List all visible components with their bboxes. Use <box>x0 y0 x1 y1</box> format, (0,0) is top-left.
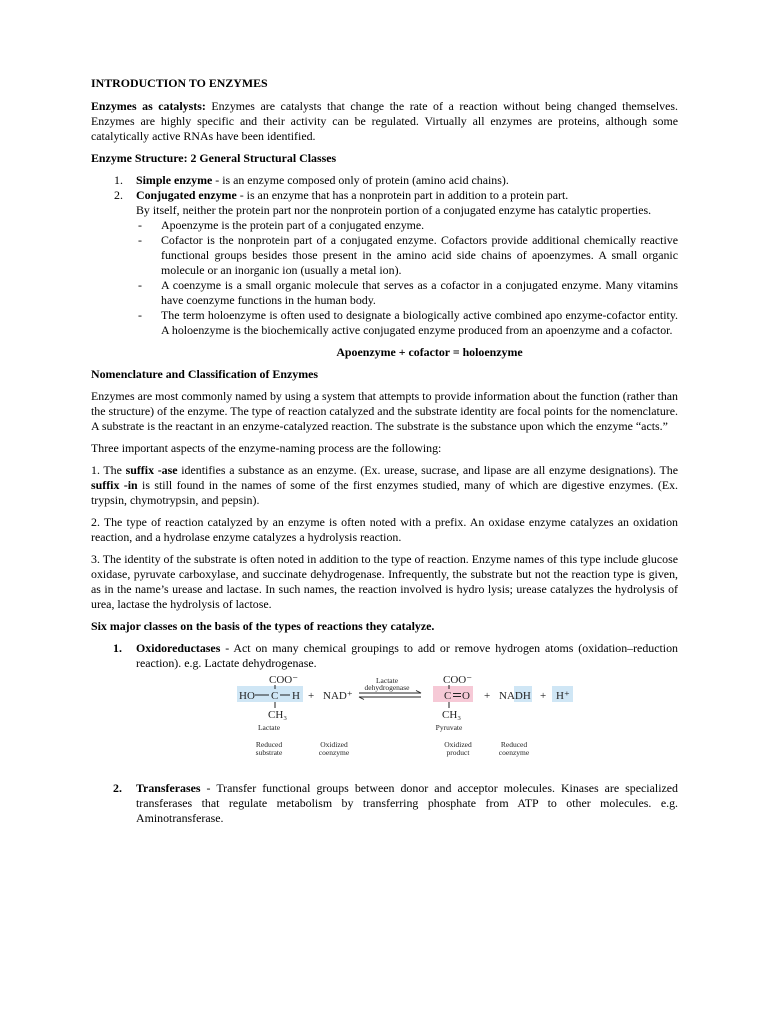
dash-marker: - <box>138 278 142 292</box>
dash-item-coenzyme <box>91 278 678 308</box>
dash-text: The term holoenzyme is often used to designate a biologically active combined apo enzyme-cofactor entity. A holoenzyme is the biochemically active conjugated enzyme produced from an apoenzyme and a cofactor. <box>161 308 678 337</box>
coo-right: COO⁻ <box>443 675 473 686</box>
list-item-simple-enzyme <box>91 173 678 188</box>
ch3-right: CH₃ <box>442 709 462 721</box>
lactate-dehydrogenase-reaction <box>91 675 678 775</box>
structure-list <box>91 173 678 338</box>
dash-item-cofactor <box>91 233 678 278</box>
dash-text: Cofactor is the nonprotein part of a conjugated enzyme. Cofactors provide additional chemically reactive functional groups besides those present in the amino acid side chains of apoenzymes. A small organic molecule or an inorganic ion (usually a metal ion). <box>161 233 678 277</box>
plus-sign: + <box>308 690 315 702</box>
carbon-left: C <box>271 690 279 702</box>
forward-arrowhead <box>416 691 421 694</box>
term-conjugated-enzyme: Conjugated enzyme <box>136 188 237 202</box>
reverse-arrowhead <box>359 697 364 700</box>
label-reduced-coenzyme: Reduced <box>500 740 528 749</box>
definition-text: - Act on many chemical groupings to add or remove hydrogen atoms (oxidation–reduction reaction). e.g. Lactate dehydrogenase. <box>136 641 678 670</box>
nad-plus: NAD⁺ <box>323 690 353 702</box>
suffix-in: suffix -in <box>91 478 138 492</box>
term-simple-enzyme: Simple enzyme <box>136 173 213 187</box>
label-pyruvate: Pyruvate <box>435 723 463 732</box>
aspect-suffix <box>91 463 678 508</box>
aspect-prefix: 2. The type of reaction catalyzed by an enzyme is often noted with a prefix. An oxidase enzyme catalyzes an oxidation reaction, and a hydrolase enzyme catalyzes a hydrolysis reaction. <box>91 515 678 544</box>
enzyme-label-line2: dehydrogenase <box>364 683 410 692</box>
aspect-text: identifies a substance as an enzyme. (Ex. urease, sucrase, and lipase are all enzyme designations). The <box>177 463 679 477</box>
list-number: 2. <box>113 781 122 795</box>
aspect-text: is still found in the names of some of the first enzymes studied, many of which are digestive enzymes. (Ex. trypsin, chymotrypsin, and pepsin). <box>91 478 678 507</box>
ch3-left: CH₃ <box>268 709 288 721</box>
class-item-oxidoreductases <box>91 641 678 671</box>
aspect-text: 1. The <box>91 463 126 477</box>
definition-text: - Transfer functional groups between donor and acceptor molecules. Kinases are specialized transferases that regulate metabolism by transferring phosphate from ATP to other molecules. e.g. Aminotransferase. <box>136 781 678 825</box>
coo-left: COO⁻ <box>269 675 299 686</box>
list-number: 1. <box>114 173 123 187</box>
oxygen-right: O <box>462 690 470 702</box>
term-transferases: Transferases <box>136 781 201 795</box>
dash-text: A coenzyme is a small organic molecule that serves as a cofactor in a conjugated enzyme. Many vitamins have coenzyme functions in the human body. <box>161 278 678 307</box>
proton: H⁺ <box>556 690 570 702</box>
reaction-diagram <box>91 675 678 775</box>
intro-text: Enzymes are catalysts that change the rate of a reaction without being changed themselves. Enzymes are highly specific and their activity can be regulated. Virtually all enzymes are proteins, although some catalytically active RNAs have been identified. <box>91 99 678 143</box>
class-item-transferases <box>91 781 678 826</box>
plus-sign: + <box>484 690 491 702</box>
list-item-conjugated-enzyme <box>91 188 678 203</box>
label-lactate: Lactate <box>257 723 281 732</box>
hydrogen-left: H <box>292 690 300 702</box>
intro-paragraph <box>91 99 678 144</box>
definition-text: - is an enzyme that has a nonprotein part in addition to a protein part. <box>236 188 569 202</box>
dash-text: Apoenzyme is the protein part of a conjugated enzyme. <box>161 218 425 232</box>
dash-item-holoenzyme <box>91 308 678 338</box>
dash-marker: - <box>138 218 142 232</box>
classes-heading: Six major classes on the basis of the types of reactions they catalyze. <box>91 619 435 633</box>
label-oxidized-product: Oxidized <box>444 740 472 749</box>
page-title: INTRODUCTION TO ENZYMES <box>91 76 268 90</box>
list-number: 1. <box>113 641 122 655</box>
aspect-substrate: 3. The identity of the substrate is often noted in addition to the type of reaction. Enzyme names of this type include glucose oxidase, pyruvate carboxylase, and succinate dehydrogenase. Infrequently, the substrate but not the reaction type is given, as in the name’s urease and lactase. In such names, the reaction involved is hydro lysis; urease catalyzes the hydrolysis of urea, lactase the hydrolysis of lactose. <box>91 552 678 611</box>
label-oxidized-product: product <box>446 748 470 757</box>
structure-heading: Enzyme Structure: 2 General Structural Classes <box>91 151 337 165</box>
label-reduced-substrate: substrate <box>255 748 283 757</box>
label-oxidized-coenzyme: coenzyme <box>318 748 350 757</box>
enzyme-label-line1: Lactate <box>375 676 399 685</box>
nadh: NADH <box>499 690 531 702</box>
term-oxidoreductases: Oxidoreductases <box>136 641 221 655</box>
dash-item-apoenzyme <box>91 218 678 233</box>
ho-group: HO <box>239 690 255 702</box>
nomenclature-paragraph: Enzymes are most commonly named by using a system that attempts to provide information about the function (rather than the structure) of the enzyme. The type of reaction catalyzed and the substrate identity are focal points for the nomenclature. A substrate is the reactant in an enzyme-catalyzed reaction. The substrate is the substance upon which the enzyme “acts.” <box>91 389 678 433</box>
nomenclature-heading: Nomenclature and Classification of Enzymes <box>91 367 319 381</box>
label-reduced-coenzyme: coenzyme <box>498 748 530 757</box>
plus-sign: + <box>540 690 547 702</box>
definition-text: - is an enzyme composed only of protein (amino acid chains). <box>212 173 509 187</box>
intro-label: Enzymes as catalysts: <box>91 99 206 113</box>
dash-marker: - <box>138 233 142 247</box>
carbon-right: C <box>444 690 452 702</box>
label-reduced-substrate: Reduced <box>255 740 283 749</box>
document-page <box>91 76 678 830</box>
conjugated-note: By itself, neither the protein part nor the nonprotein portion of a conjugated enzyme has catalytic properties. <box>136 203 652 217</box>
list-number: 2. <box>114 188 123 202</box>
dash-marker: - <box>138 308 142 322</box>
aspects-intro: Three important aspects of the enzyme-naming process are the following: <box>91 441 442 455</box>
label-oxidized-coenzyme: Oxidized <box>320 740 348 749</box>
holoenzyme-equation: Apoenzyme + cofactor = holoenzyme <box>336 345 523 359</box>
suffix-ase: suffix -ase <box>125 463 178 477</box>
